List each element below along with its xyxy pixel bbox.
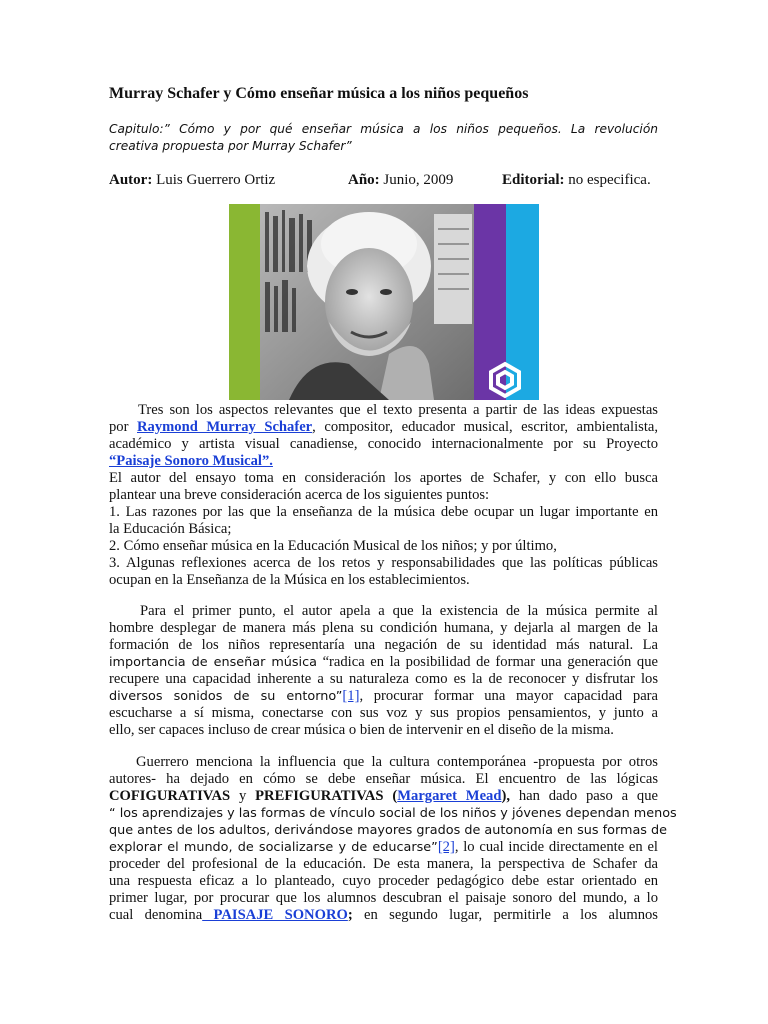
paragraph-line: una respuesta eficaz a lo planteado, cuyo proceder pedagógico debe estar orientado en [109,873,658,889]
paragraph-line [109,453,658,470]
paragraph-line: recupere una capacidad inherente a su naturaleza como es la de reconocer y disfrutar los [109,671,658,687]
paisaje-sonoro-link[interactable]: PAISAJE SONORO [202,907,348,923]
paragraph-line: primer lugar, por procurar que los alumnos descubran el paisaje sonoro del mundo, a lo [109,890,658,906]
paisaje-sonoro-musical-link[interactable]: “Paisaje Sonoro Musical”. [109,453,273,469]
paragraph-line: ello, ser capaces incluso de crear música o bien de intervenir en el diseño de la misma. [109,722,614,738]
footnote-1-link[interactable]: [1] [342,688,360,704]
paragraph-line: Guerrero menciona la influencia que la cultura contemporánea -propuesta por otros [136,754,658,770]
paragraph-line: ocupan en la Enseñanza de la Música en los establecimientos. [109,572,470,588]
text-run: , compositor, educador musical, escritor, ambientalista, [312,419,658,435]
author-meta [109,172,275,189]
text-run: ( [383,788,398,804]
year-value: Junio, 2009 [383,172,454,188]
paragraph-1 [109,402,658,589]
paragraph-line: 1. Las razones por las que la enseñanza de la música debe ocupar un lugar importante en [109,504,658,520]
schafer-link[interactable]: Raymond Murray Schafer [137,419,313,435]
paragraph-2 [109,603,658,739]
author-label: Autor: [109,172,153,188]
paragraph-line [109,419,658,436]
text-run: explorar el mundo, de socializarse y de educarse” [109,840,438,855]
paragraph-line [109,839,658,856]
text-run: por [109,419,137,435]
publisher-meta [502,172,651,189]
margaret-mead-link[interactable]: Margaret Mead [397,788,502,804]
paragraph-line: académico y artista visual canadiense, conocido internacionalmente por su Proyecto [109,436,658,452]
text-run: diversos sonidos de su entorno” [109,689,343,704]
text-run: importancia de enseñar música [109,655,317,670]
paragraph-line: la Educación Básica; [109,521,232,537]
document-title: Murray Schafer y Cómo enseñar música a los niños pequeños [109,85,529,102]
text-run: , lo cual incide directamente en el [454,839,658,855]
year-meta [348,172,453,189]
paragraph-line: proceder del profesional de la educación. De esta manera, la perspectiva de Schafer da [109,856,658,872]
author-photo [229,204,539,400]
paragraph-line [109,907,658,924]
paragraph-line [109,788,658,805]
paragraph-line: Tres son los aspectos relevantes que el texto presenta a partir de las ideas expuestas [138,402,658,418]
paragraph-line [109,654,658,671]
text-run: “radica en la posibilidad de formar una generación que [317,654,658,670]
chapter-subtitle [109,121,658,155]
paragraph-line: autores- ha dejado en cómo se debe enseñar música. El encuentro de las lógicas [109,771,658,787]
author-value: Luis Guerrero Ortiz [156,172,276,188]
text-run: ; [347,907,353,923]
year-label: Año: [348,172,380,188]
chapter-line: creativa propuesta por Murray Schafer” [109,139,352,153]
text-run: en segundo lugar, permitirle a los alumnos [352,907,658,923]
paragraph-line: formación de los niños representaría una negación de su identidad más natural. La [109,637,658,653]
text-run: cual denomina [109,907,203,923]
text-run: , procurar formar una mayor capacidad para [359,688,659,704]
paragraph-line: 2. Cómo enseñar música en la Educación Musical de los niños; y por último, [109,538,557,554]
text-run: han dado paso a que [509,788,658,804]
paragraph-line: hombre desplegar de manera más plena su condición humana, y dejarla al margen de la [109,620,658,636]
text-run: ), [501,788,510,804]
paragraph-line: El autor del ensayo toma en consideración los aportes de Schafer, y con ello busca [109,470,658,486]
text-run: COFIGURATIVAS [109,788,231,804]
blue-band [506,204,539,400]
paragraph-line: “ los aprendizajes y las formas de vínculo social de los niños y jóvenes dependan menos [109,806,677,821]
paragraph-line: Para el primer punto, el autor apela a que la existencia de la música permite al [140,603,658,619]
text-run: y [230,788,256,804]
paragraph-line [109,688,658,705]
paragraph-line: plantear una breve consideración acerca de los siguientes puntos: [109,487,490,503]
chapter-line: Capitulo:” Cómo y por qué enseñar música a los niños pequeños. La revolución [109,122,658,136]
green-band [229,204,260,400]
publisher-label: Editorial: [502,172,565,188]
text-run: PREFIGURATIVAS [255,788,384,804]
paragraph-line: escucharse a sí misma, conectarse con sus voz y sus propios pensamientos, y junto a [109,705,658,721]
paragraph-line: que antes de los adultos, derivándose mayores grados de autonomía en sus formas de [109,823,668,838]
portrait-image [229,204,539,400]
paragraph-line: 3. Algunas reflexiones acerca de los retos y responsabilidades que las políticas públicas [109,555,658,571]
paragraph-3 [109,754,677,924]
footnote-2-link[interactable]: [2] [437,839,455,855]
publisher-value: no especifica. [568,172,651,188]
